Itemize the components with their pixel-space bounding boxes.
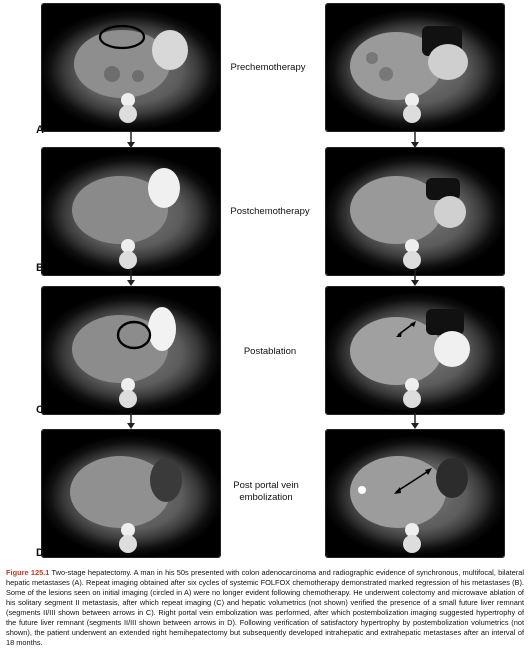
ct-scan-b-left bbox=[42, 148, 220, 275]
arrow-down-b-left bbox=[126, 270, 136, 286]
panel-letter-c: C bbox=[36, 404, 44, 416]
stage-label-postchemotherapy: Postchemotherapy bbox=[230, 206, 310, 217]
ct-image-d-right bbox=[326, 430, 504, 557]
arrow-down-b-right bbox=[410, 270, 420, 286]
panel-letter-d: D bbox=[36, 547, 44, 559]
ct-image-a-right bbox=[326, 4, 504, 131]
ct-scan-b-right bbox=[326, 148, 504, 275]
ct-scan-c-right bbox=[326, 287, 504, 414]
ct-image-d-left bbox=[42, 430, 220, 557]
ct-scan-a-left bbox=[42, 4, 220, 131]
figure-caption bbox=[6, 568, 524, 648]
stage-label-post-portal-vein-embolization: Post portal vein embolization bbox=[233, 480, 299, 504]
caption-text: Two-stage hepatectomy. A man in his 50s presented with colon adenocarcinoma and radiographic evidence of synchronous, multifocal, bilateral hepatic metastases (A). Repeat imaging obtained after six cycles of systemic FOLFOX chemotherapy demonstrated marked regression of his metastases (B). Some of the lesions seen on initial imaging (circled in A) were no longer evident following chemotherapy. He underwent colectomy and microwave ablation of his solitary segment II metastasis, after which repeat imaging (C) and hepatic volumetrics (not shown) verified the presence of a small future liver remnant (segments II/III shown between arrows in C). Right portal vein embolization was performed, after which postembolization imaging suggested hypertrophy of the future liver remnant (segments II/III shown between arrows in D). Following verification of satisfactory hypertrophy by postembolization volumetrics (not shown), the patient underwent an extended right hemihepatectomy but subsequently developed intrahepatic and extrahepatic metastases after an interval of 18 months. bbox=[6, 568, 524, 647]
panel-letter-a: A bbox=[36, 124, 44, 136]
stage-label-prechemotherapy: Prechemotherapy bbox=[230, 62, 306, 73]
stage-label-postablation: Postablation bbox=[243, 346, 297, 357]
ct-image-c-right bbox=[326, 287, 504, 414]
figure-number: Figure 125.1 bbox=[6, 568, 50, 577]
ct-image-b-left bbox=[42, 148, 220, 275]
ct-scan-d-left bbox=[42, 430, 220, 557]
ct-image-b-right bbox=[326, 148, 504, 275]
ct-scan-d-right bbox=[326, 430, 504, 557]
arrow-down-c-left bbox=[126, 413, 136, 429]
ct-scan-c-left bbox=[42, 287, 220, 414]
arrow-down-c-right bbox=[410, 413, 420, 429]
arrow-down-a-right bbox=[410, 132, 420, 148]
ct-image-a-left bbox=[42, 4, 220, 131]
ct-image-c-left bbox=[42, 287, 220, 414]
ct-scan-a-right bbox=[326, 4, 504, 131]
panel-letter-b: B bbox=[36, 262, 44, 274]
arrow-down-a-left bbox=[126, 132, 136, 148]
